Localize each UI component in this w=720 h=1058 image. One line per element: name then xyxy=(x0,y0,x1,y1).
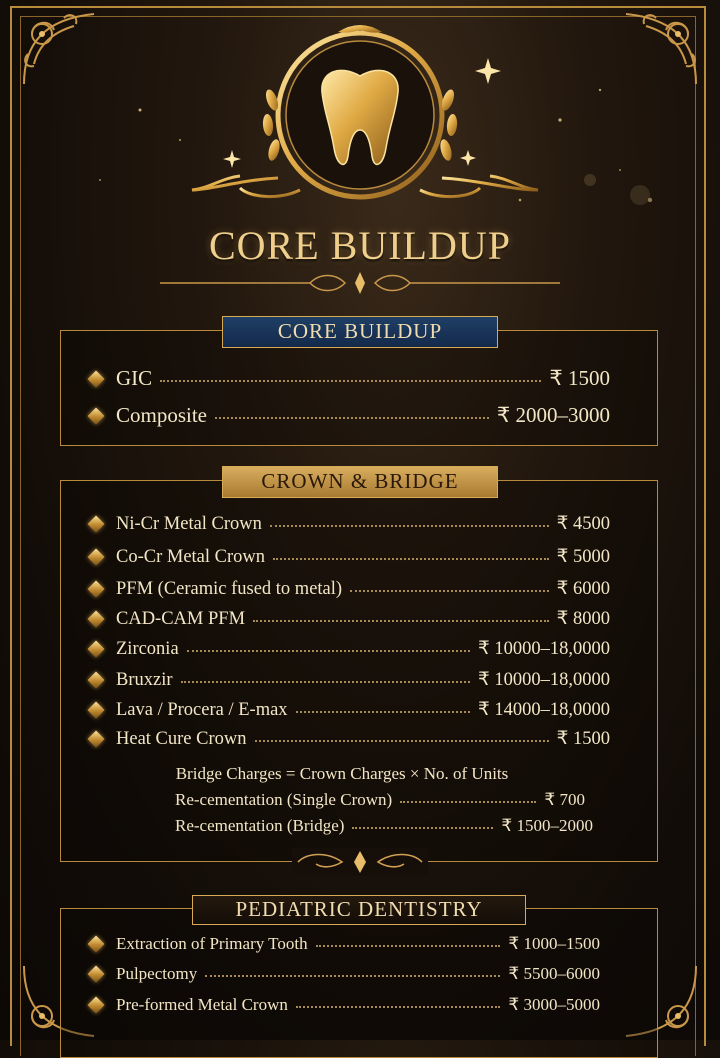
dotted-leader xyxy=(181,681,470,683)
item-price: ₹ 8000 xyxy=(556,609,610,629)
dotted-leader xyxy=(273,558,549,560)
item-price: ₹ 1500–2000 xyxy=(501,816,593,835)
item-label: Re-cementation (Bridge) xyxy=(175,816,345,835)
gold-diamond-icon xyxy=(88,549,105,566)
item-price: ₹ 5500–6000 xyxy=(508,964,600,983)
gold-diamond-icon xyxy=(88,702,105,719)
dotted-leader xyxy=(255,740,549,742)
price-row-recementation-bridge xyxy=(175,816,593,836)
item-label: Re-cementation (Single Crown) xyxy=(175,790,393,809)
gold-diamond-icon xyxy=(88,516,105,533)
item-label: Zirconia xyxy=(116,638,179,659)
dotted-leader xyxy=(350,590,549,592)
dotted-leader xyxy=(187,650,470,652)
gold-diamond-icon xyxy=(88,936,105,953)
item-label: Pulpectomy xyxy=(116,964,198,983)
item-price: ₹ 2000–3000 xyxy=(496,403,610,427)
item-price: ₹ 700 xyxy=(544,790,585,809)
dotted-leader xyxy=(296,1006,501,1008)
item-label: Lava / Procera / E-max xyxy=(116,699,288,720)
dotted-leader xyxy=(316,945,501,947)
gold-diamond-icon xyxy=(88,997,105,1014)
dotted-leader xyxy=(215,417,489,419)
dotted-leader xyxy=(205,975,500,977)
price-row-bruxzir xyxy=(90,669,610,691)
price-row-preformed-crown xyxy=(90,995,600,1015)
item-price: ₹ 1000–1500 xyxy=(508,934,600,953)
item-price: ₹ 3000–5000 xyxy=(508,995,600,1014)
price-row-recementation-single xyxy=(175,790,585,810)
item-label: Pre-formed Metal Crown xyxy=(116,995,288,1014)
price-row-pulpectomy xyxy=(90,964,600,984)
item-price: ₹ 14000–18,0000 xyxy=(477,700,610,720)
divider-flourish-icon xyxy=(292,848,428,876)
item-price: ₹ 10000–18,0000 xyxy=(477,670,610,690)
price-row-pfm xyxy=(90,578,610,600)
item-price: ₹ 1500 xyxy=(549,366,610,390)
item-label: Bruxzir xyxy=(116,669,173,690)
price-row-gic xyxy=(90,366,610,391)
price-row-ni-cr-crown xyxy=(90,513,610,535)
item-label: Extraction of Primary Tooth xyxy=(116,934,308,953)
item-price: ₹ 6000 xyxy=(556,579,610,599)
item-label: PFM (Ceramic fused to metal) xyxy=(116,578,343,599)
gold-diamond-icon xyxy=(88,407,105,424)
price-row-lava-procera-emax xyxy=(90,699,610,721)
item-price: ₹ 4500 xyxy=(556,514,610,534)
price-row-extraction-primary xyxy=(90,934,600,954)
item-price: ₹ 10000–18,0000 xyxy=(477,639,610,659)
gold-diamond-icon xyxy=(88,966,105,983)
dotted-leader xyxy=(400,801,536,803)
gold-diamond-icon xyxy=(88,641,105,658)
dotted-leader xyxy=(253,620,549,622)
title-flourish-icon xyxy=(160,268,560,298)
dotted-leader xyxy=(160,380,541,382)
dotted-leader xyxy=(296,711,470,713)
dotted-leader xyxy=(352,827,493,829)
item-label: Composite xyxy=(116,403,208,427)
price-row-co-cr-crown xyxy=(90,546,610,568)
price-row-cad-cam-pfm xyxy=(90,608,610,630)
item-label: GIC xyxy=(116,366,153,390)
item-label: CAD-CAM PFM xyxy=(116,608,246,629)
section-heading-core-buildup: CORE BUILDUP xyxy=(222,316,498,348)
gold-diamond-icon xyxy=(88,731,105,748)
page-title: CORE BUILDUP xyxy=(208,223,512,268)
price-row-heat-cure-crown xyxy=(90,728,610,750)
dotted-leader xyxy=(270,525,549,527)
gold-diamond-icon xyxy=(88,370,105,387)
item-label: Ni-Cr Metal Crown xyxy=(116,513,262,534)
gold-diamond-icon xyxy=(88,611,105,628)
golden-tooth-icon xyxy=(170,20,560,220)
item-price: ₹ 1500 xyxy=(556,729,610,749)
item-label: Co-Cr Metal Crown xyxy=(116,546,266,567)
item-price: ₹ 5000 xyxy=(556,547,610,567)
section-heading-pediatric: PEDIATRIC DENTISTRY xyxy=(192,895,526,925)
section-heading-crown-bridge: CROWN & BRIDGE xyxy=(222,466,498,498)
price-row-zirconia xyxy=(90,638,610,660)
bridge-charges-note: Bridge Charges = Crown Charges × No. of Units xyxy=(175,764,509,783)
item-label: Heat Cure Crown xyxy=(116,728,247,749)
gold-diamond-icon xyxy=(88,581,105,598)
price-row-composite xyxy=(90,403,610,428)
gold-diamond-icon xyxy=(88,672,105,689)
